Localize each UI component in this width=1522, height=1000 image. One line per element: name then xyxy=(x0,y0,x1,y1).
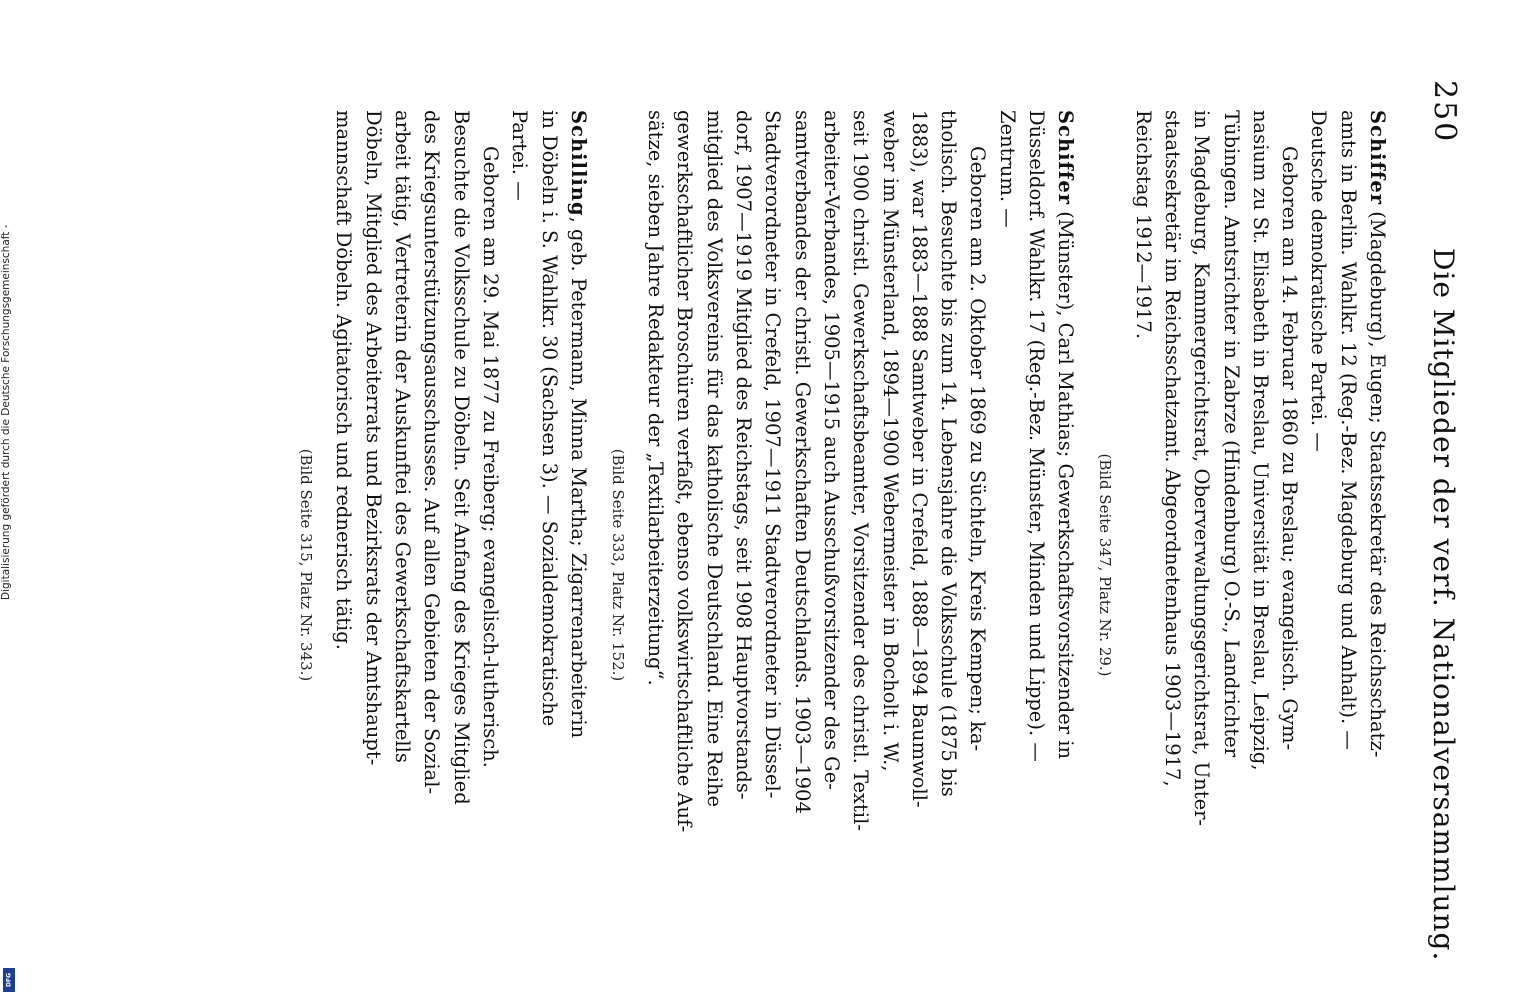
image-reference-caption: (Bild Seite 333, Platz Nr. 152.) xyxy=(608,448,627,682)
text-line: in Döbeln i. S. Wahlkr. 30 (Sachsen 3). — Sozialdemokratische xyxy=(537,110,561,727)
text-line: Reichstag 1912—1917. xyxy=(1131,110,1155,340)
person-name: Schiffer xyxy=(1054,110,1078,205)
person-name: Schiffer xyxy=(1366,110,1389,205)
text-line: Geboren am 14. Februar 1860 zu Breslau; evangelisch. Gym- xyxy=(1278,146,1302,751)
text-line: Geboren am 2. Oktober 1869 zu Süchteln, Kreis Kempen; ka- xyxy=(966,146,990,752)
line-text: (Münster), Carl Mathias; Gewerkschaftsvorsitzender in xyxy=(1054,205,1078,760)
text-line: dorf, 1907—1919 Mitglied des Reichstags, seit 1908 Hauptvorstands- xyxy=(732,110,756,800)
text-line: weber im Münsterland, 1894—1900 Webermeister in Bocholt i. W., xyxy=(878,110,902,772)
text-line: tholisch. Besuchte bis zum 14. Lebensjahre die Volksschule (1875 bis xyxy=(937,110,961,797)
digitization-credit: Digitalisierung gefördert durch die Deutsche Forschungsgemeinschaft - xyxy=(0,224,12,600)
text-line: Düsseldorf. Wahlkr. 17 (Reg.-Bez. Münster, Minden und Lippe). — xyxy=(1025,110,1049,762)
text-line: in Magdeburg, Kammergerichtsrat, Oberverwaltungsgerichtsrat, Unter- xyxy=(1190,110,1214,827)
text-line: Döbeln, Mitglied des Arbeiterrats und Bezirksrats der Amtshaupt- xyxy=(361,110,385,766)
text-line: Deutsche demokratische Partei. — xyxy=(1307,110,1331,452)
text-block xyxy=(281,110,1392,900)
dfg-logo: DFG xyxy=(3,968,15,992)
image-reference-caption: (Bild Seite 315, Platz Nr. 343.) xyxy=(297,448,316,682)
line-text: , geb. Petermann, Minna Martha; Zigarrenarbeiterin xyxy=(566,216,590,739)
text-line: Stadtverordneter in Crefeld, 1907—1911 Stadtverordneter in Düssel- xyxy=(761,110,785,799)
person-name: Schilling xyxy=(566,110,590,217)
text-line xyxy=(1051,110,1080,900)
biography-entry xyxy=(295,110,593,900)
text-line: arbeit tätig, Vertreterin der Auskunftei des Gewerkschaftskartells xyxy=(391,110,415,763)
text-line: 1883), war 1883—1888 Samtweber in Crefeld, 1888—1894 Baumwoll- xyxy=(907,110,931,808)
biography-entry xyxy=(1094,110,1392,900)
text-line: Tübingen. Amtsrichter in Zabrze (Hindenburg) O.-S., Landrichter xyxy=(1219,110,1243,758)
text-line: sätze, sieben Jahre Redakteur der „Textilarbeiterzeitung“. xyxy=(644,110,668,686)
text-line: gewerkschaftlicher Broschüren verfaßt, ebenso volkswirtschaftliche Auf- xyxy=(673,110,697,833)
image-reference-caption: (Bild Seite 347, Platz Nr. 29.) xyxy=(1096,453,1115,677)
text-line: Besuchte die Volksschule zu Döbeln. Seit Anfang des Krieges Mitglied xyxy=(449,110,473,805)
text-line: nasium zu St. Elisabeth in Breslau, Universität in Breslau, Leipzig, xyxy=(1248,110,1272,771)
text-line: Partei. — xyxy=(508,110,532,201)
biography-entry xyxy=(607,110,1080,900)
page-number: 250 xyxy=(1427,80,1462,144)
text-line: arbeiter-Verbandes, 1905—1915 auch Ausschußvorsitzender des Ge- xyxy=(819,110,843,790)
running-head: Die Mitglieder der verf. Nationalversammlung. xyxy=(1427,248,1460,962)
text-line: mannschaft Döbeln. Agitatorisch und rednerisch tätig. xyxy=(332,110,356,650)
text-line: samtverbandes der christl. Gewerkschaften Deutschlands. 1903—1904 xyxy=(790,110,814,814)
text-line: Zentrum. — xyxy=(995,110,1019,228)
text-line: amts in Berlin. Wahlkr. 12 (Reg.-Bez. Magdeburg und Anhalt). — xyxy=(1336,110,1360,750)
text-line: Geboren am 29. Mai 1877 zu Freiberg; evangelisch-lutherisch. xyxy=(478,146,502,768)
text-line: staatssekretär im Reichsschatzamt. Abgeordnetenhaus 1903—1917, xyxy=(1160,110,1184,787)
text-line: seit 1900 christl. Gewerkschaftsbeamter, Vorsitzender des christl. Textil- xyxy=(849,110,873,831)
text-line: mitglied des Volksvereins für das katholische Deutschland. Eine Reihe xyxy=(702,110,726,808)
text-line: des Kriegsunterstützungsausschusses. Auf allen Gebieten der Sozial- xyxy=(420,110,444,795)
line-text: (Magdeburg), Eugen; Staatssekretär des Reichsschatz- xyxy=(1366,205,1389,758)
text-line xyxy=(1363,110,1392,900)
text-line xyxy=(564,110,593,900)
